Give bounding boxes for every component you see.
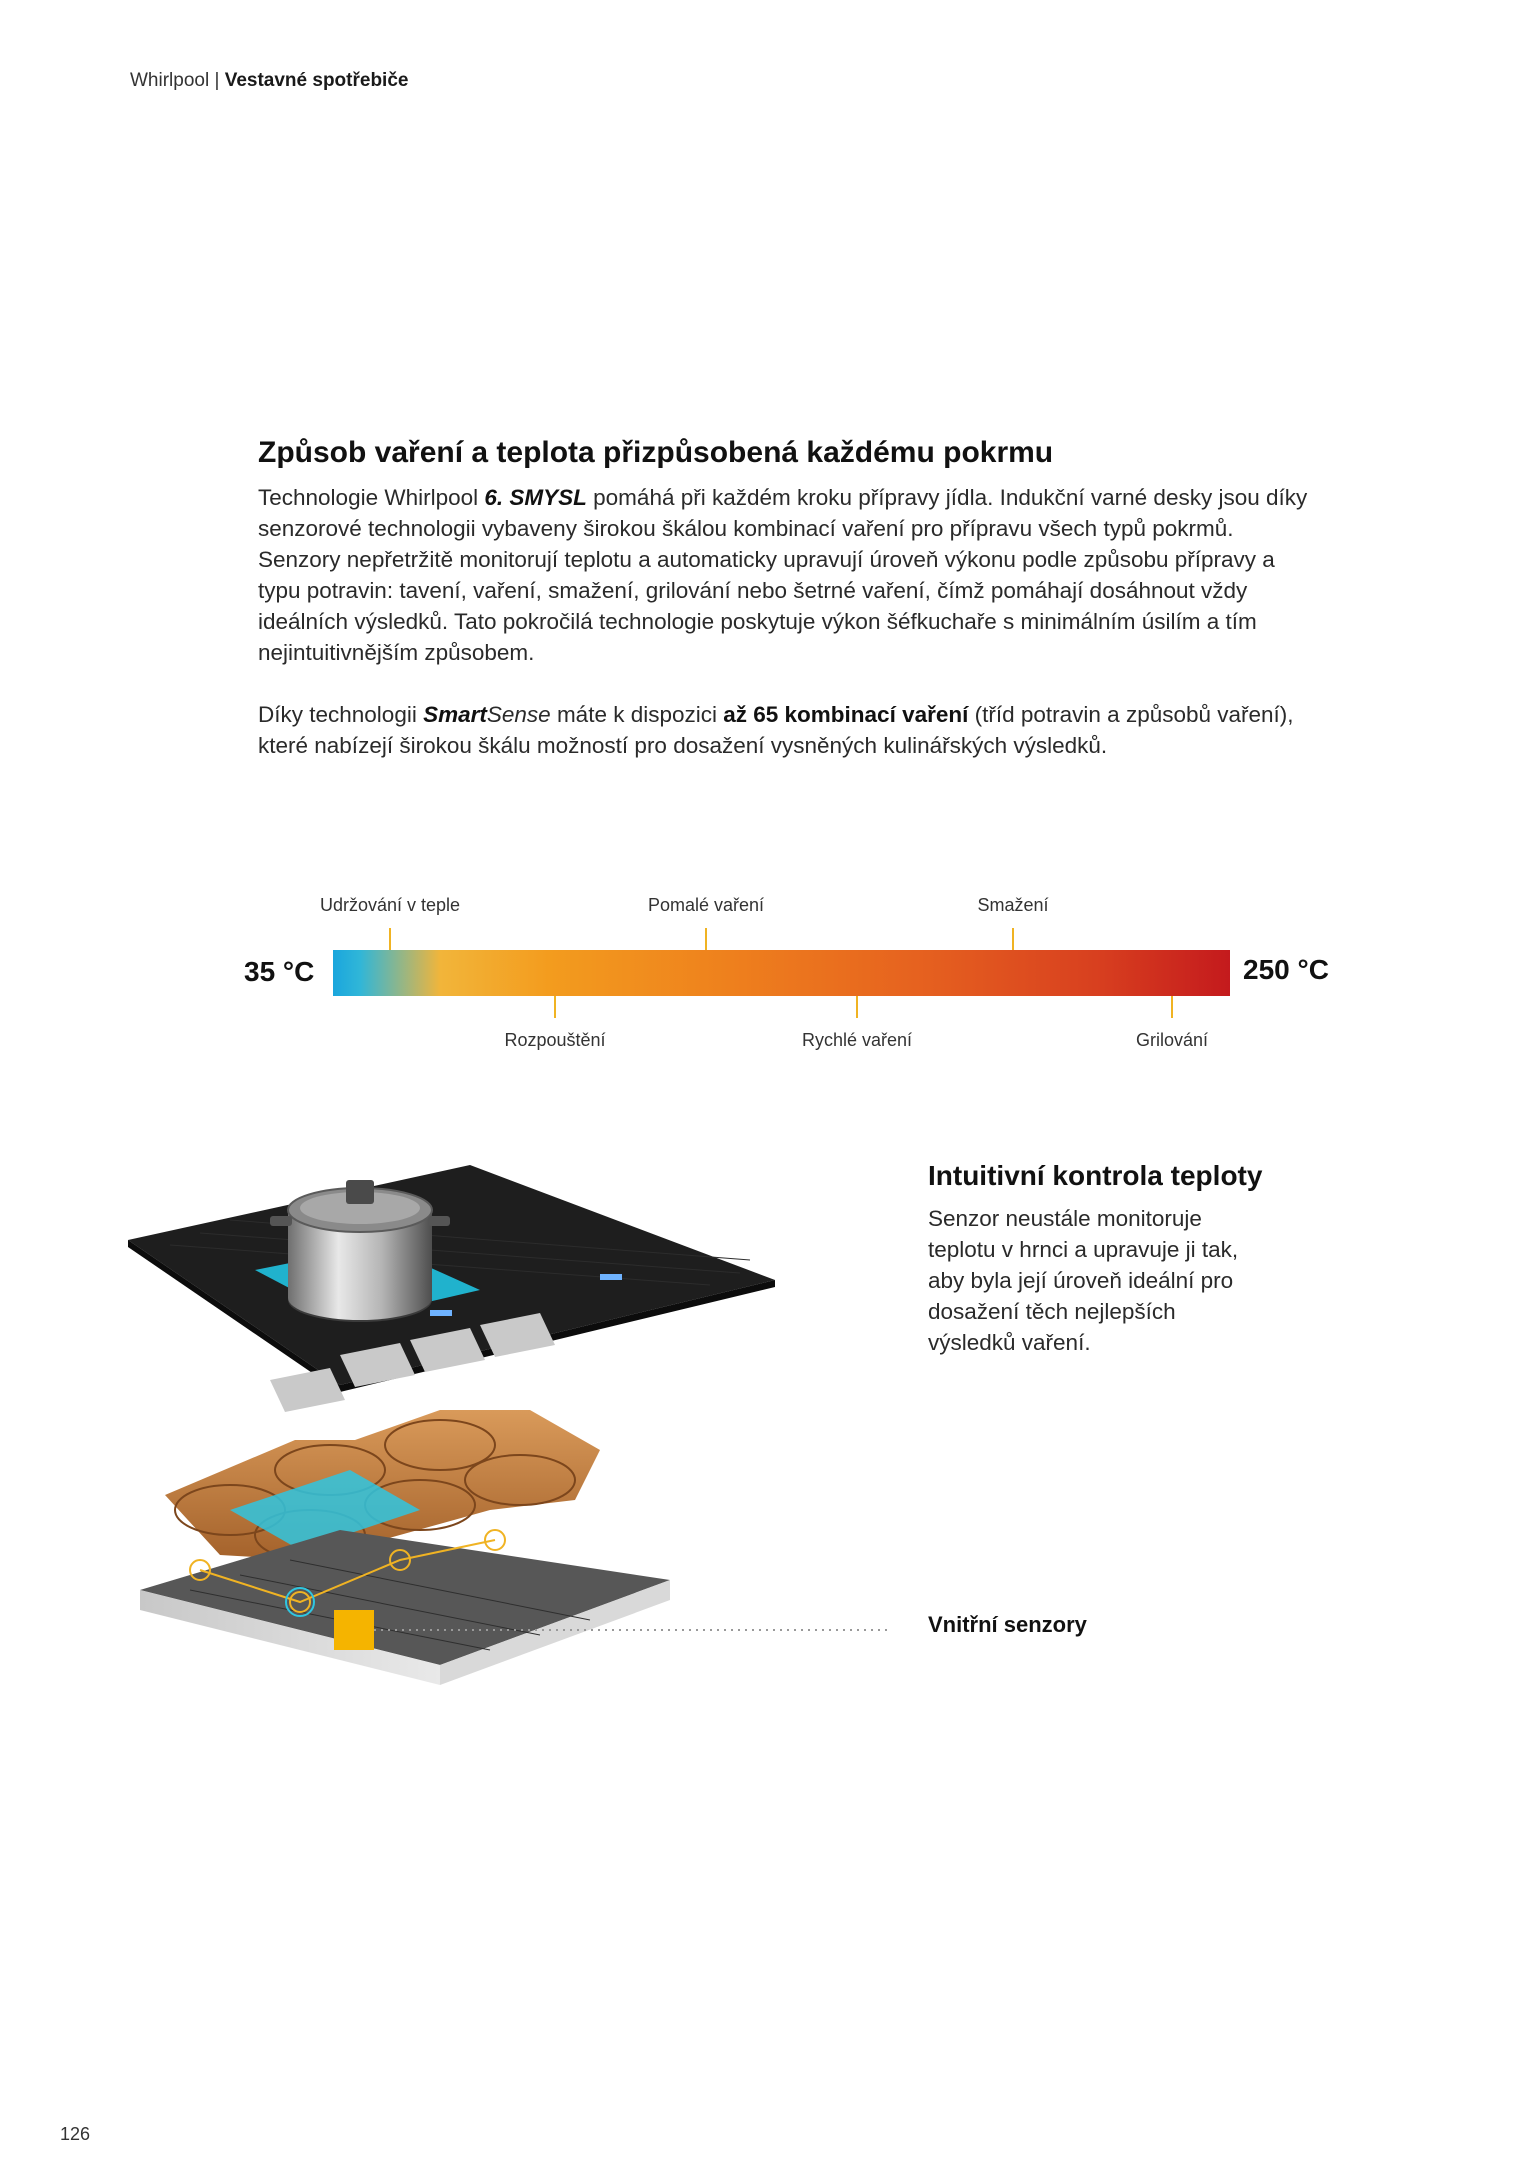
induction-hob-illustration: [110, 1150, 910, 1750]
p2-text-middle: máte k dispozici: [550, 702, 724, 727]
scale-tick-melting: [554, 996, 556, 1018]
intro-text: [258, 482, 1318, 761]
header-section: Vestavné spotřebiče: [224, 70, 409, 91]
scale-tick-slow-cook: [705, 928, 707, 950]
scale-label-fast-cook: Rychlé vaření: [801, 1030, 913, 1050]
control-display-2: [600, 1274, 622, 1280]
p2-text-start: Díky technologii: [258, 702, 424, 727]
pot-side-handle-right: [428, 1216, 450, 1226]
feature-text: Senzor neustále monitoruje teplotu v hrnci a upravuje ji tak, aby byla její úroveň ideální pro dosažení těch nejlepších výsledků vaření.: [928, 1206, 1239, 1355]
scale-label-grilling: Grilování: [1135, 1030, 1209, 1050]
smartsense-bold: Smart: [423, 702, 487, 727]
p2-highlight: až 65 kombinací vaření: [723, 702, 969, 727]
intro-paragraph-1: [258, 482, 1318, 668]
scale-label-melting: Rozpouštění: [504, 1030, 606, 1050]
sensor-label: Vnitřní senzory: [928, 1612, 1087, 1637]
scale-tick-keep-warm: [389, 928, 391, 950]
p1-text-end: pomáhá při každém kroku přípravy jídla. Indukční varné desky jsou díky senzorové technologii vybaveny širokou škálou kombinací vaření pro přípravu všech typů pokrmů. Senzory nepřetržitě monitorují teplotu a automaticky upravují úroveň výkonu podle způsobu přípravy a typu potravin: tavení, vaření, smažení, grilování nebo šetrné vaření, čímž pomáhají dosáhnout vždy ideálních výsledků. Tato pokročilá technologie poskytuje výkon šéfkuchaře s minimálním úsilím a tím nejintuitivnějším způsobem.: [258, 485, 1308, 665]
temperature-gradient-bar: [333, 950, 1230, 996]
scale-label-slow-cook: Pomalé vaření: [647, 895, 765, 915]
pot-side-handle-left: [270, 1216, 292, 1226]
smartsense-italic: Sense: [486, 702, 551, 727]
scale-tick-fast-cook: [856, 996, 858, 1018]
scale-tick-grilling: [1171, 996, 1173, 1018]
header-separator: |: [214, 70, 220, 91]
scale-max-temp: 250 °C: [1243, 954, 1329, 985]
smartsense-brand: [423, 702, 551, 727]
pot-handle: [346, 1180, 374, 1204]
sensor-marker: [334, 1610, 374, 1650]
p2-text-end: (tříd potravin a způsobů vaření), které nabízejí širokou škálu možností pro dosažení vysněných kulinářských výsledků.: [258, 702, 1294, 758]
control-display-1: [430, 1310, 452, 1316]
page-header: [130, 70, 408, 92]
page-number: 126: [60, 2124, 91, 2144]
scale-tick-frying: [1012, 928, 1014, 950]
scale-min-temp: 35 °C: [244, 956, 315, 987]
p1-brand: 6. SMYSL: [484, 485, 587, 510]
scale-label-frying: Smažení: [977, 895, 1049, 915]
feature-title: Intuitivní kontrola teploty: [928, 1160, 1263, 1191]
p1-text-start: Technologie Whirlpool: [258, 485, 485, 510]
header-brand: Whirlpool: [130, 70, 210, 91]
intro-paragraph-2: [258, 699, 1318, 761]
section-title: Způsob vaření a teplota přizpůsobená každému pokrmu: [258, 436, 1054, 469]
scale-label-keep-warm: Udržování v teple: [319, 895, 461, 915]
